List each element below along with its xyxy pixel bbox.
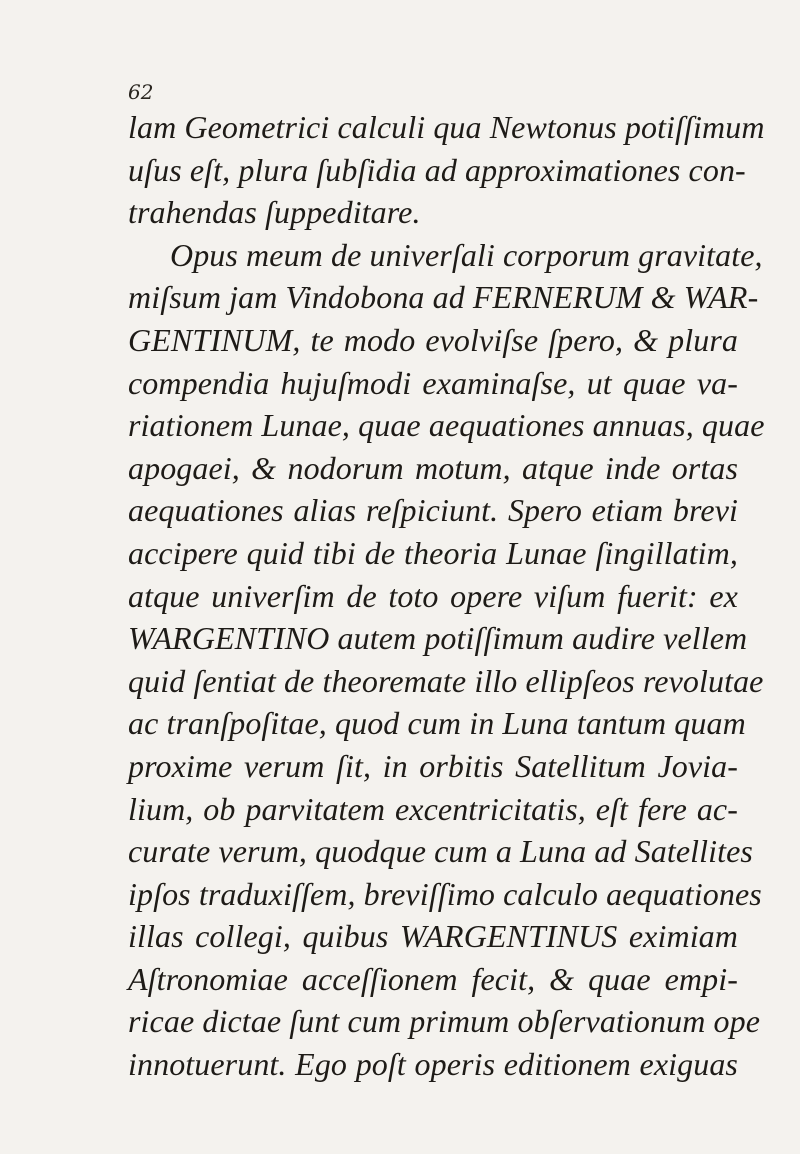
- text-line: Opus meum de univerſali corporum gravitate,: [170, 236, 763, 273]
- page-number: 62: [128, 80, 154, 104]
- text-line: curate verum, quodque cum a Luna ad Satellites: [128, 833, 753, 870]
- text-line: lium, ob parvitatem excentricitatis, eſt fere ac-: [128, 790, 738, 827]
- text-line: quid ſentiat de theoremate illo ellipſeos revolutae: [128, 662, 764, 699]
- text-line: atque univerſim de toto opere viſum fuerit: ex: [128, 577, 738, 614]
- text-line: lam Geometrici calculi qua Newtonus potiſſimum: [128, 109, 765, 145]
- text-line: miſsum jam Vindobona ad FERNERUM & WAR-: [128, 279, 759, 316]
- text-line: WARGENTINO autem potiſſimum audire vellem: [128, 620, 748, 657]
- text-line: riationem Lunae, quae aequationes annuas, quae: [128, 407, 765, 444]
- text-line: proxime verum ſit, in orbitis Satellitum Jovia-: [128, 747, 738, 784]
- text-line: uſus eſt, plura ſubſidia ad approximationes con-: [128, 151, 746, 188]
- text-line: apogaei, & nodorum motum, atque inde ortas: [128, 449, 738, 486]
- text-line: illas collegi, quibus WARGENTINUS eximiam: [128, 918, 738, 955]
- text-line: ricae dictae ſunt cum primum obſervationum ope: [128, 1003, 761, 1040]
- text-line: aequationes alias reſpiciunt. Spero etiam brevi: [128, 492, 738, 529]
- text-line: trahendas ſuppeditare.: [128, 194, 421, 231]
- text-line: Aſtronomiae acceſſionem fecit, & quae empi-: [128, 960, 738, 997]
- text-line: innotuerunt. Ego poſt operis editionem exiguas: [128, 1046, 738, 1083]
- body-text: [128, 106, 765, 1086]
- text-line: GENTINUM, te modo evolviſse ſpero, & plura: [128, 321, 738, 358]
- text-line: ipſos traduxiſſem, breviſſimo calculo aequationes: [128, 875, 762, 912]
- text-line: ac tranſpoſitae, quod cum in Luna tantum quam: [128, 705, 746, 742]
- text-line: compendia hujuſmodi examinaſse, ut quae va-: [128, 364, 738, 401]
- text-line: accipere quid tibi de theoria Lunae ſingillatim,: [128, 534, 738, 571]
